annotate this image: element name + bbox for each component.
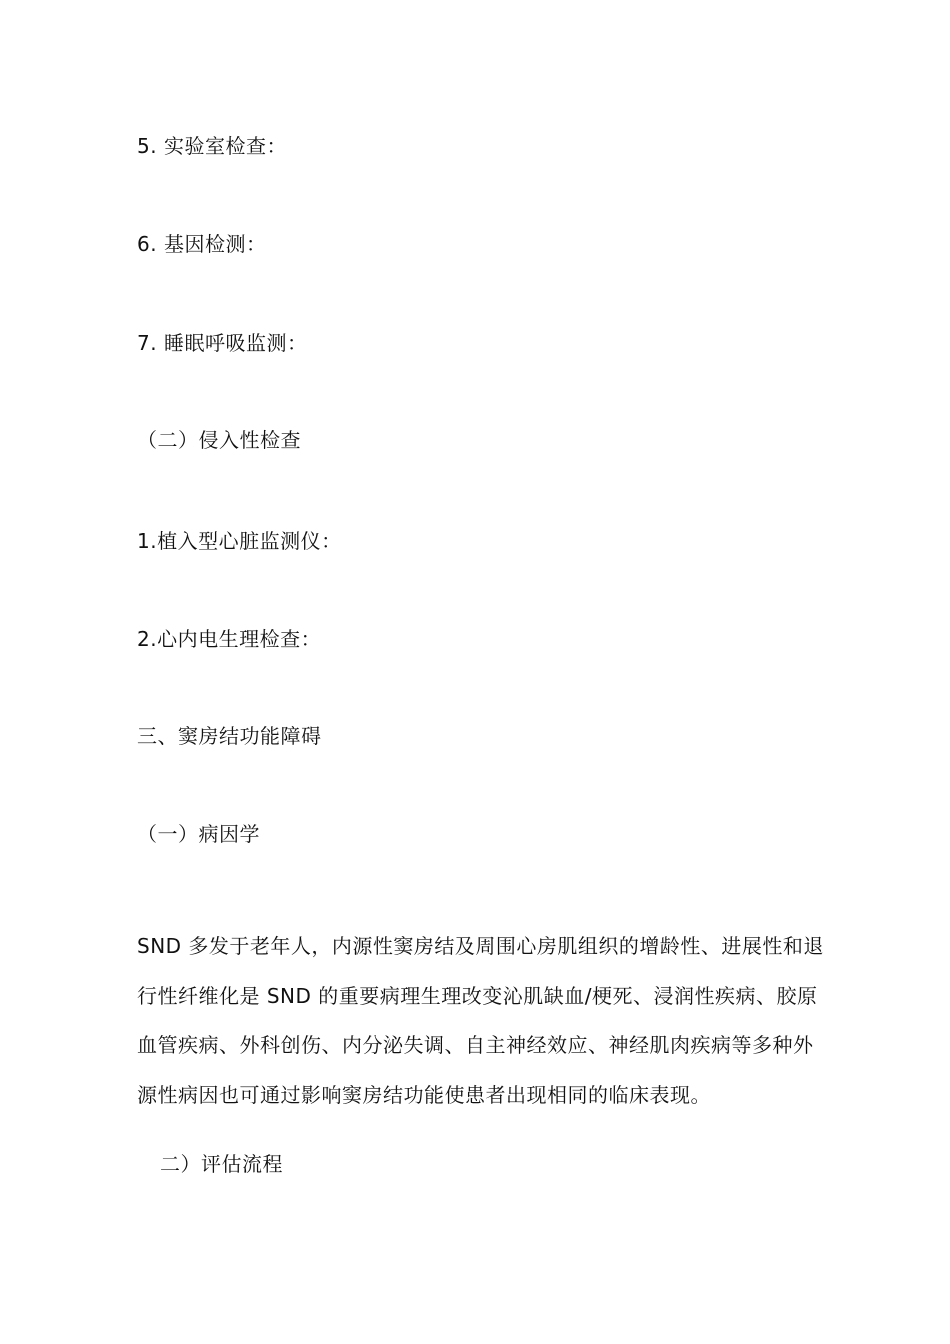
etiology-paragraph bbox=[137, 922, 827, 1120]
section-assessment-flow: 二）评估流程 bbox=[160, 1152, 283, 1176]
section-invasive-exams: （二）侵入性检查 bbox=[137, 428, 301, 452]
item-electrophysiology: 2.心内电生理检查： bbox=[137, 627, 322, 651]
paragraph-line: 血管疾病、外科创伤、内分泌失调、自主神经效应、神经肌肉疾病等多种外 bbox=[137, 1033, 814, 1057]
item-implantable-monitor: 1.植入型心脏监测仪： bbox=[137, 529, 342, 553]
item-sleep-monitoring: 7. 睡眠呼吸监测： bbox=[137, 331, 308, 355]
item-lab-tests: 5. 实验室检查： bbox=[137, 134, 287, 158]
section-snd-heading: 三、窦房结功能障碍 bbox=[137, 724, 322, 748]
paragraph-line: 源性病因也可通过影响窦房结功能使患者出现相同的临床表现。 bbox=[137, 1082, 711, 1107]
paragraph-line: SND 多发于老年人，内源性窦房结及周围心房肌组织的增龄性、进展性和退 bbox=[137, 934, 824, 958]
section-etiology: （一）病因学 bbox=[137, 822, 260, 846]
item-genetic-testing: 6. 基因检测： bbox=[137, 232, 267, 256]
paragraph-line: 行性纤维化是 SND 的重要病理生理改变沁肌缺血/梗死、浸润性疾病、胶原 bbox=[137, 983, 818, 1008]
